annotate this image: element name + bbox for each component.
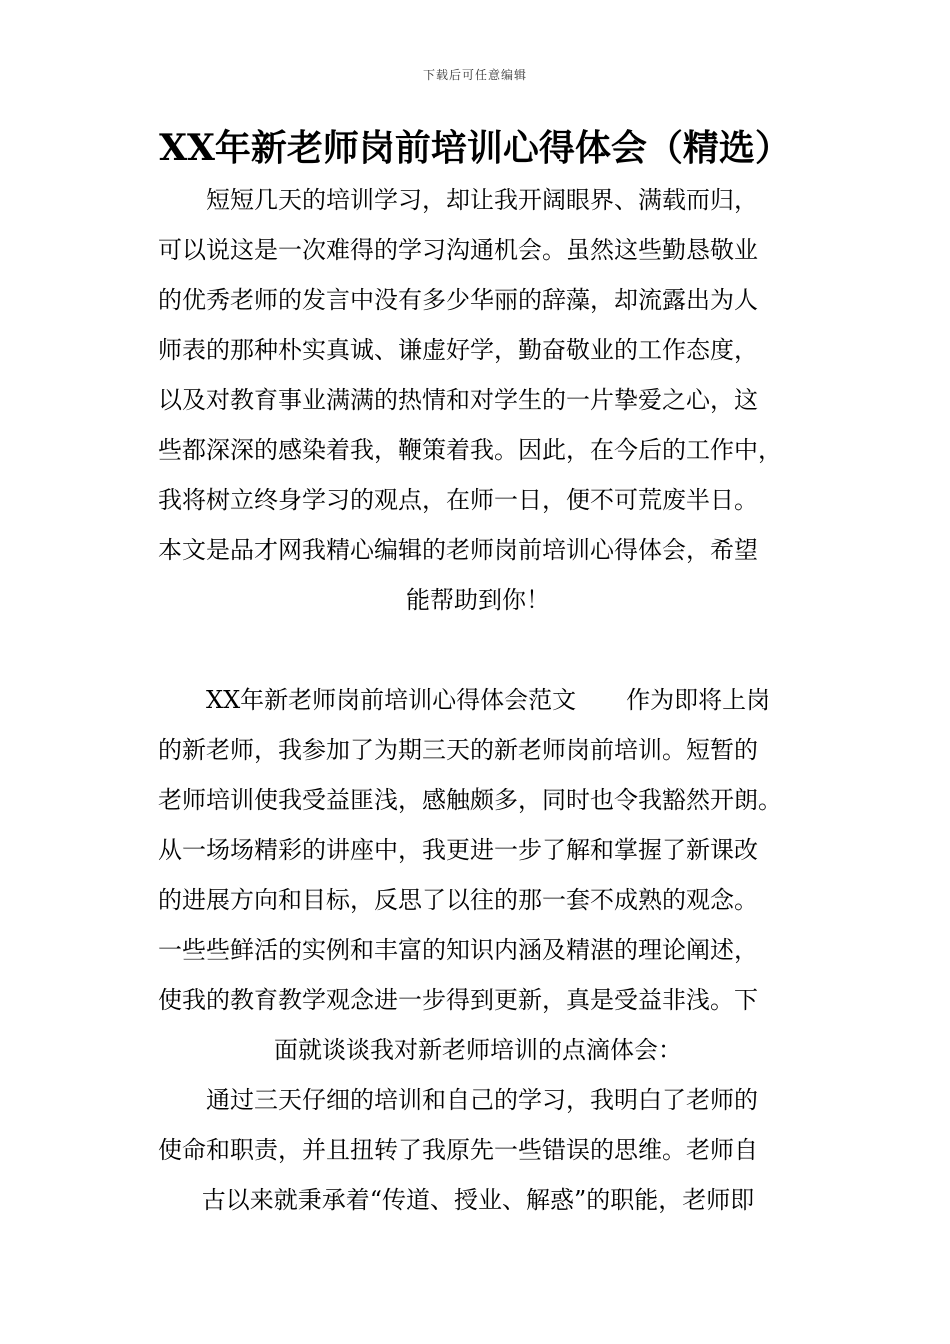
section-line: 老师培训使我受益匪浅，感触颇多，同时也令我豁然开朗。 — [158, 786, 782, 814]
intro-line: 些都深深的感染着我，鞭策着我。因此，在今后的工作中， — [158, 436, 782, 464]
intro-line: 短短几天的培训学习，却让我开阔眼界、满载而归， — [206, 186, 758, 214]
paragraph-line: 使命和职责，并且扭转了我原先一些错误的思维。老师自 — [158, 1136, 758, 1164]
intro-line: 可以说这是一次难得的学习沟通机会。虽然这些勤恳敬业 — [158, 236, 758, 264]
paragraph-line: 古以来就秉承着“传道、授业、解惑”的职能，老师即 — [201, 1186, 755, 1214]
section-line: 面就谈谈我对新老师培训的点滴体会： — [274, 1036, 682, 1064]
header-note: 下载后可任意编辑 — [422, 68, 527, 82]
section-first-line — [206, 682, 798, 718]
section-line: 一些些鲜活的实例和丰富的知识内涵及精湛的理论阐述， — [158, 936, 758, 964]
intro-line: 能帮助到你！ — [406, 586, 550, 614]
section-line: 从一场场精彩的讲座中，我更进一步了解和掌握了新课改 — [158, 836, 758, 864]
section-line: 的新老师，我参加了为期三天的新老师岗前培训。短暂的 — [158, 736, 758, 764]
document-title: XX年新老师岗前培训心得体会（精选） — [159, 127, 791, 169]
section-line: 的进展方向和目标，反思了以往的那一套不成熟的观念。 — [158, 886, 758, 914]
section-first-line-text: 作为即将上岗 — [626, 686, 771, 714]
section-line: 使我的教育教学观念进一步得到更新，真是受益非浅。下 — [158, 986, 758, 1014]
intro-line: 以及对教育事业满满的热情和对学生的一片挚爱之心，这 — [158, 386, 758, 414]
intro-line: 我将树立终身学习的观点，在师一日，便不可荒废半日。 — [158, 486, 758, 514]
intro-line: 师表的那种朴实真诚、谦虚好学，勤奋敬业的工作态度， — [158, 336, 758, 364]
intro-line: 本文是品才网我精心编辑的老师岗前培训心得体会，希望 — [158, 536, 758, 564]
paragraph-line: 通过三天仔细的培训和自己的学习，我明白了老师的 — [206, 1086, 758, 1114]
intro-line: 的优秀老师的发言中没有多少华丽的辞藻，却流露出为人 — [158, 286, 758, 314]
section-heading: XX年新老师岗前培训心得体会范文 — [206, 686, 577, 714]
